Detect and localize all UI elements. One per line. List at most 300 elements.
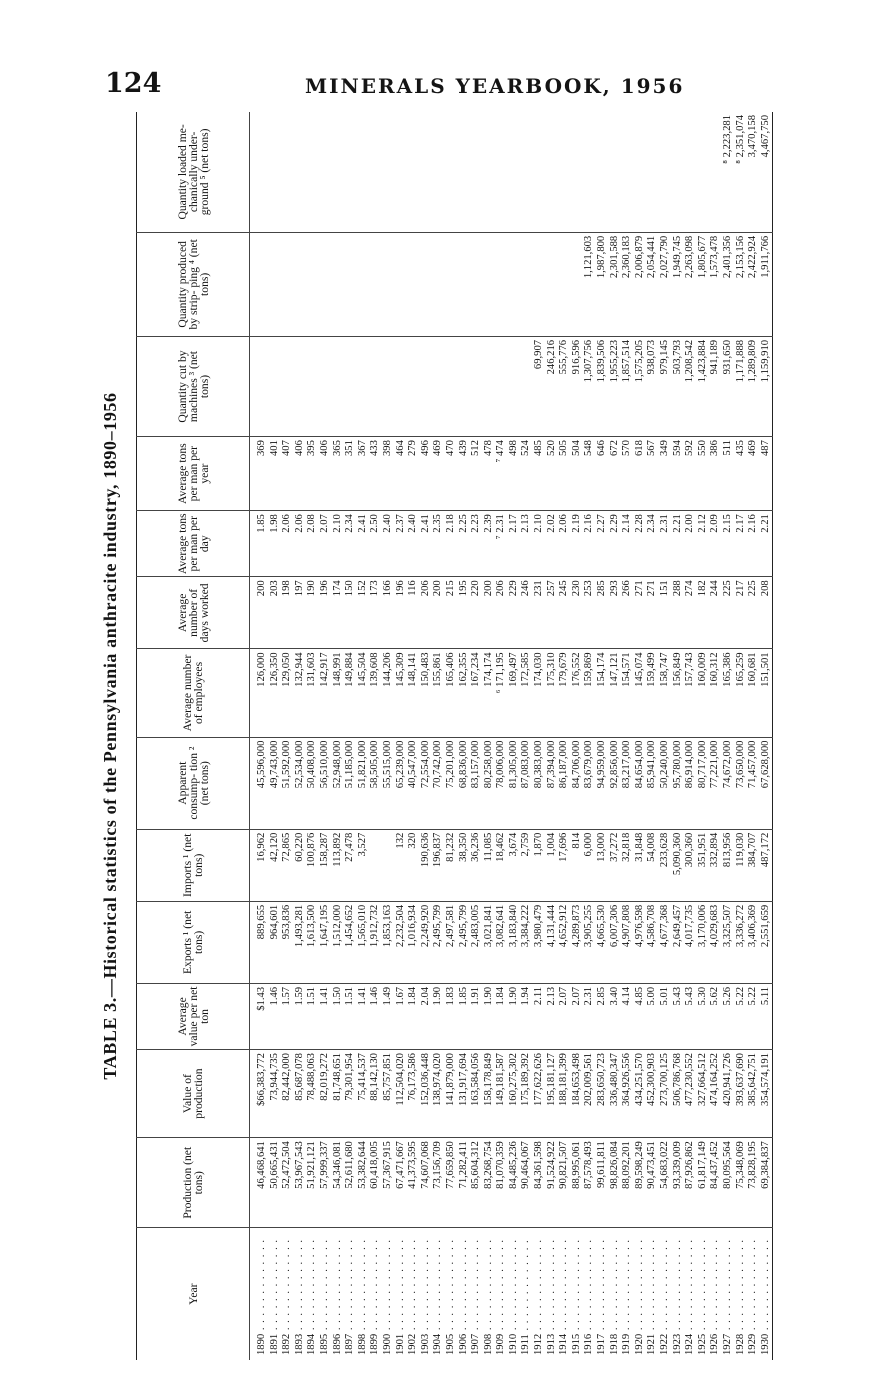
table-cell	[445, 232, 458, 336]
year-cell	[558, 1228, 571, 1360]
table-cell	[634, 112, 647, 232]
cell-value: 1,423,884	[696, 339, 708, 383]
table-cell	[634, 511, 647, 577]
cell-value: 1.85	[256, 514, 267, 533]
table-cell	[445, 577, 458, 649]
cell-value: 469	[747, 440, 759, 456]
cell-value: 300,360	[684, 832, 696, 868]
cell-value: 2.27	[596, 514, 608, 533]
cell-value: 200	[432, 580, 444, 597]
cell-value: 1,121,603	[583, 235, 595, 279]
table-cell	[546, 649, 559, 737]
year-cell	[571, 1228, 584, 1360]
cell-value: 182	[696, 580, 708, 597]
table-cell	[646, 336, 659, 436]
table-cell	[760, 983, 773, 1049]
cell-value: 2.07	[558, 986, 570, 1006]
cell-value: 160,312	[709, 652, 721, 687]
table-cell	[281, 1050, 294, 1138]
cell-value: 50,240,000	[659, 740, 670, 789]
dot-leader: . . . . . . . . . . . . .	[520, 1239, 532, 1335]
cell-value: 85,757,851	[381, 1053, 393, 1101]
cell-value: 2.41	[419, 514, 431, 533]
cell-value: 73,156,709	[432, 1141, 444, 1189]
table-cell	[470, 983, 483, 1049]
table-cell	[294, 232, 307, 336]
year-label: 1906	[457, 1333, 469, 1355]
cell-value: 148,991	[331, 652, 343, 687]
cell-value: 175,310	[545, 652, 557, 687]
table-cell	[722, 336, 735, 436]
table-cell	[395, 983, 408, 1049]
table-cell	[432, 737, 445, 829]
table-row	[382, 112, 395, 1360]
column-header: Exports ¹ (net tons)	[137, 901, 250, 983]
table-cell	[395, 737, 408, 829]
cell-value: 231	[533, 580, 545, 597]
table-cell	[432, 232, 445, 336]
table-cell	[269, 511, 282, 577]
cell-value: 151,501	[759, 652, 771, 687]
table-cell	[760, 112, 773, 232]
table-cell	[735, 1050, 748, 1138]
cell-value: 1,004	[545, 832, 557, 857]
cell-value: 160,275,302	[507, 1053, 519, 1106]
cell-value: 506,786,768	[671, 1053, 683, 1106]
table-cell	[269, 336, 282, 436]
table-cell	[609, 112, 622, 232]
table-cell	[672, 577, 685, 649]
table-cell	[395, 437, 408, 511]
table-cell	[470, 437, 483, 511]
cell-value: 406	[293, 440, 305, 456]
cell-value: 2.09	[709, 514, 721, 533]
cell-value: 69,907	[533, 339, 545, 370]
cell-value: 979,145	[659, 339, 670, 375]
table-cell	[684, 1050, 697, 1138]
table-cell	[458, 737, 471, 829]
table-cell	[357, 511, 370, 577]
cell-value: 320	[407, 832, 419, 849]
year-cell	[432, 1228, 445, 1360]
table-cell	[646, 983, 659, 1049]
dot-leader: . . . . . . . . . . . . .	[709, 1238, 721, 1334]
table-cell	[760, 577, 773, 649]
table-cell	[369, 829, 382, 901]
table-cell	[697, 829, 710, 901]
table-cell	[458, 1050, 471, 1138]
cell-value: 160,009	[696, 652, 708, 687]
year-label: 1920	[633, 1333, 645, 1355]
cell-value: 2.41	[356, 514, 368, 533]
table-row	[458, 112, 471, 1360]
cell-value: 147,121	[608, 652, 620, 687]
table-cell	[735, 336, 748, 436]
table-cell	[596, 1050, 609, 1138]
cell-value: 92,856,000	[608, 740, 620, 789]
cell-value: 72,554,000	[419, 740, 431, 789]
dot-leader: . . . . . . . . . . . . .	[570, 1238, 582, 1334]
cell-value: 365	[331, 440, 343, 456]
table-cell	[432, 336, 445, 436]
table-cell	[684, 232, 697, 336]
dot-leader: . . . . . . . . . . . . .	[621, 1238, 633, 1334]
table-cell	[609, 983, 622, 1049]
year-label: 1927	[721, 1333, 733, 1355]
table-cell	[722, 983, 735, 1049]
year-label: 1924	[684, 1333, 696, 1355]
table-cell	[533, 983, 546, 1049]
table-cell	[369, 737, 382, 829]
table-cell	[294, 983, 307, 1049]
cell-value: 1.90	[482, 986, 494, 1006]
table-cell	[583, 649, 596, 737]
cell-value: 273,700,125	[659, 1053, 670, 1106]
table-cell	[458, 112, 471, 232]
cell-value: 570	[621, 440, 633, 456]
table-cell	[583, 577, 596, 649]
table-row	[395, 112, 408, 1360]
table-cell	[621, 983, 634, 1049]
cell-value: 293	[608, 580, 620, 597]
table-cell	[672, 511, 685, 577]
cell-value: 433	[369, 440, 381, 456]
table-cell	[596, 901, 609, 983]
table-cell	[684, 437, 697, 511]
table-cell	[269, 901, 282, 983]
table-cell	[395, 577, 408, 649]
table-cell	[634, 437, 647, 511]
column-header: Quantity produced by strip- ping ⁴ (net tons)	[137, 232, 250, 336]
cell-value: 2.08	[306, 514, 318, 533]
table-cell	[344, 829, 357, 901]
table-cell	[294, 511, 307, 577]
cell-value: 132	[394, 832, 406, 849]
cell-value: 52,611,680	[344, 1141, 356, 1189]
year-cell	[684, 1228, 697, 1360]
cell-value: 53,967,543	[293, 1141, 305, 1189]
cell-value: 2,006,879	[633, 235, 645, 279]
table-cell	[520, 829, 533, 901]
table-cell	[332, 336, 345, 436]
year-label: 1923	[671, 1333, 683, 1355]
cell-value: 145,309	[394, 652, 406, 687]
cell-value: 60,220	[293, 832, 305, 862]
cell-value: 244	[709, 580, 721, 597]
column-header: Year	[137, 1228, 250, 1360]
table-cell	[281, 577, 294, 649]
table-cell	[684, 737, 697, 829]
cell-value: 233,628	[659, 832, 670, 868]
cell-value: 2,360,183	[621, 235, 633, 279]
table-cell	[483, 336, 496, 436]
table-row	[646, 112, 659, 1360]
table-cell	[294, 901, 307, 983]
table-row	[672, 112, 685, 1360]
table-cell	[520, 437, 533, 511]
table-cell	[344, 1050, 357, 1138]
table-cell	[445, 1138, 458, 1228]
table-cell	[332, 737, 345, 829]
cell-value: 2.02	[545, 514, 557, 533]
dot-leader: . . . . . . . . . . . . .	[696, 1238, 708, 1334]
table-cell	[735, 577, 748, 649]
cell-value: 4,017,735	[684, 904, 696, 948]
cell-value: 131,603	[306, 652, 318, 687]
table-cell	[344, 511, 357, 577]
table-cell	[596, 232, 609, 336]
cell-value: 230	[570, 580, 582, 597]
cell-value: 46,468,641	[256, 1141, 267, 1189]
year-cell	[735, 1228, 748, 1360]
table-cell	[306, 112, 319, 232]
cell-value: 225	[747, 580, 759, 597]
table-cell	[281, 437, 294, 511]
dot-leader: . . . . . . . . . . . . .	[759, 1238, 771, 1334]
dot-leader: . . . . . . . . . . . . .	[671, 1238, 683, 1334]
cell-value: 3,183,840	[507, 904, 519, 948]
table-cell	[571, 511, 584, 577]
cell-value: 367	[356, 440, 368, 456]
table-cell	[596, 649, 609, 737]
table-cell	[646, 112, 659, 232]
cell-value: 93,339,009	[671, 1141, 683, 1189]
table-cell	[659, 649, 672, 737]
table-cell	[319, 1138, 332, 1228]
cell-value: 37,272	[608, 832, 620, 862]
year-label: 1915	[570, 1333, 582, 1355]
table-cell	[269, 437, 282, 511]
cell-value: 512	[470, 440, 482, 456]
table-cell	[596, 983, 609, 1049]
table-cell	[735, 901, 748, 983]
table-cell	[697, 511, 710, 577]
cell-value: 119,030	[734, 832, 746, 867]
cell-value: 2,401,356	[721, 235, 733, 279]
table-cell	[420, 1050, 433, 1138]
cell-value: 646	[596, 440, 608, 456]
table-cell	[621, 336, 634, 436]
cell-value: 126,000	[256, 652, 267, 687]
table-cell	[546, 829, 559, 901]
year-label: 1908	[482, 1333, 494, 1355]
cell-value: 2,483,005	[470, 904, 482, 948]
cell-value: 67,471,667	[394, 1141, 406, 1189]
table-cell	[634, 336, 647, 436]
cell-value: 51,592,000	[281, 740, 293, 789]
table-cell	[269, 649, 282, 737]
year-cell	[281, 1228, 294, 1360]
dot-leader: . . . . . . . . . . . . .	[507, 1238, 519, 1334]
table-cell	[306, 577, 319, 649]
cell-value: 4.85	[633, 986, 645, 1006]
cell-value: 86,187,000	[558, 740, 570, 789]
cell-value: 1,016,934	[407, 904, 419, 948]
table-cell	[508, 829, 521, 901]
cell-value: 1,575,205	[633, 339, 645, 383]
table-cell	[319, 232, 332, 336]
cell-value: 274	[684, 580, 696, 597]
year-label: 1926	[709, 1333, 721, 1355]
table-cell	[558, 901, 571, 983]
cell-value: 188,181,399	[558, 1053, 570, 1106]
cell-value: 327,664,512	[696, 1053, 708, 1106]
cell-value: 50,665,431	[268, 1141, 280, 1189]
cell-value: 2,232,504	[394, 904, 406, 948]
year-cell	[395, 1228, 408, 1360]
table-cell	[684, 511, 697, 577]
year-label: 1922	[659, 1333, 670, 1355]
table-cell	[432, 649, 445, 737]
table-cell	[634, 1050, 647, 1138]
table-cell	[508, 511, 521, 577]
table-cell	[621, 737, 634, 829]
cell-value: 51,921,121	[306, 1141, 318, 1189]
column-header: Average tons per man per year	[137, 437, 250, 511]
cell-value: 79,301,954	[344, 1053, 356, 1101]
table-cell	[747, 112, 760, 232]
cell-value: 190	[306, 580, 318, 597]
table-row	[697, 112, 710, 1360]
year-cell	[382, 1228, 395, 1360]
table-cell	[709, 649, 722, 737]
cell-value: 1,307,756	[583, 339, 595, 383]
cell-value: 1,565,010	[356, 904, 368, 948]
cell-value: 386	[709, 440, 721, 456]
table-cell	[250, 336, 269, 436]
table-cell	[470, 649, 483, 737]
cell-value: 2.18	[444, 514, 456, 533]
table-cell	[445, 437, 458, 511]
cell-value: 332,894	[709, 832, 721, 868]
table-cell	[520, 737, 533, 829]
table-cell	[483, 901, 496, 983]
table-cell	[483, 1050, 496, 1138]
table-cell	[634, 737, 647, 829]
table-cell	[269, 1138, 282, 1228]
table-cell	[508, 1138, 521, 1228]
cell-value: 567	[646, 440, 658, 456]
year-cell	[533, 1228, 546, 1360]
dot-leader: . . . . . . . . . . . . .	[721, 1238, 733, 1334]
cell-value: 167,234	[470, 652, 482, 687]
cell-value: 246	[520, 580, 532, 597]
year-cell	[621, 1228, 634, 1360]
table-cell	[332, 1138, 345, 1228]
cell-value: 5.11	[759, 986, 771, 1006]
cell-value: 82,442,000	[281, 1053, 293, 1101]
year-label: 1909	[495, 1333, 507, 1355]
cell-value: 2.06	[293, 514, 305, 533]
cell-value: 3,905,255	[583, 904, 595, 948]
cell-value: 1.50	[331, 986, 343, 1006]
table-cell	[250, 1138, 269, 1228]
cell-value: 2.31	[583, 986, 595, 1006]
year-label: 1907	[470, 1333, 482, 1355]
table-cell	[520, 336, 533, 436]
dot-leader: . . . . . . . . . . . . .	[381, 1238, 393, 1334]
cell-value: 73,944,735	[268, 1053, 280, 1101]
table-cell	[250, 511, 269, 577]
table-cell	[495, 901, 508, 983]
cell-value: 176,552	[570, 652, 582, 687]
table-row	[596, 112, 609, 1360]
cell-value: 2.10	[533, 514, 545, 533]
table-cell	[250, 737, 269, 829]
table-cell	[382, 737, 395, 829]
cell-value: 80,095,564	[721, 1141, 733, 1189]
cell-value: 2.13	[520, 514, 532, 533]
table-cell	[250, 983, 269, 1049]
cell-value: 160,681	[747, 652, 759, 687]
table-cell	[458, 577, 471, 649]
running-head: MINERALS YEARBOOK, 1956	[305, 74, 685, 98]
column-header: Production (net tons)	[137, 1138, 250, 1228]
table-cell	[533, 112, 546, 232]
table-cell	[747, 737, 760, 829]
cell-value: 50,408,000	[306, 740, 318, 789]
year-label: 1894	[306, 1333, 318, 1355]
cell-value: 266	[621, 580, 633, 597]
cell-value: 195	[457, 580, 469, 597]
table-cell	[495, 829, 508, 901]
table-cell	[672, 983, 685, 1049]
cell-value: 439	[457, 440, 469, 456]
table-cell	[747, 511, 760, 577]
table-cell	[558, 232, 571, 336]
year-cell	[697, 1228, 710, 1360]
cell-value: 3.40	[608, 986, 620, 1006]
cell-value: 87,578,493	[583, 1141, 595, 1189]
cell-value: 90,464,067	[520, 1141, 532, 1189]
cell-value: 52,948,000	[331, 740, 343, 789]
cell-value: 75,201,000	[444, 740, 456, 789]
cell-value: 257	[545, 580, 557, 597]
table-cell	[596, 437, 609, 511]
cell-value: 1,493,281	[293, 904, 305, 948]
table-row	[495, 112, 508, 1360]
cell-value: 2.16	[747, 514, 759, 533]
table-cell	[697, 112, 710, 232]
table-cell	[558, 737, 571, 829]
year-cell	[483, 1228, 496, 1360]
cell-value: 88,995,061	[570, 1141, 582, 1189]
cell-value: 2.04	[419, 986, 431, 1006]
year-cell	[445, 1228, 458, 1360]
cell-value: 470	[444, 440, 456, 456]
table-cell	[583, 901, 596, 983]
year-cell	[583, 1228, 596, 1360]
table-cell	[571, 901, 584, 983]
cell-value: 2.00	[684, 514, 696, 533]
table-cell	[445, 829, 458, 901]
table-cell	[281, 649, 294, 737]
table-cell	[407, 1050, 420, 1138]
table-cell	[445, 1050, 458, 1138]
table-cell	[319, 1050, 332, 1138]
table-cell	[672, 649, 685, 737]
cell-value: 225	[721, 580, 733, 597]
cell-value: 174,174	[482, 652, 494, 687]
table-row	[609, 112, 622, 1360]
cell-value: 464	[394, 440, 406, 456]
table-cell	[357, 437, 370, 511]
table-cell	[533, 232, 546, 336]
table-cell	[533, 511, 546, 577]
table-cell	[369, 1050, 382, 1138]
cell-value: 1,647,195	[318, 904, 330, 948]
table-cell	[420, 511, 433, 577]
